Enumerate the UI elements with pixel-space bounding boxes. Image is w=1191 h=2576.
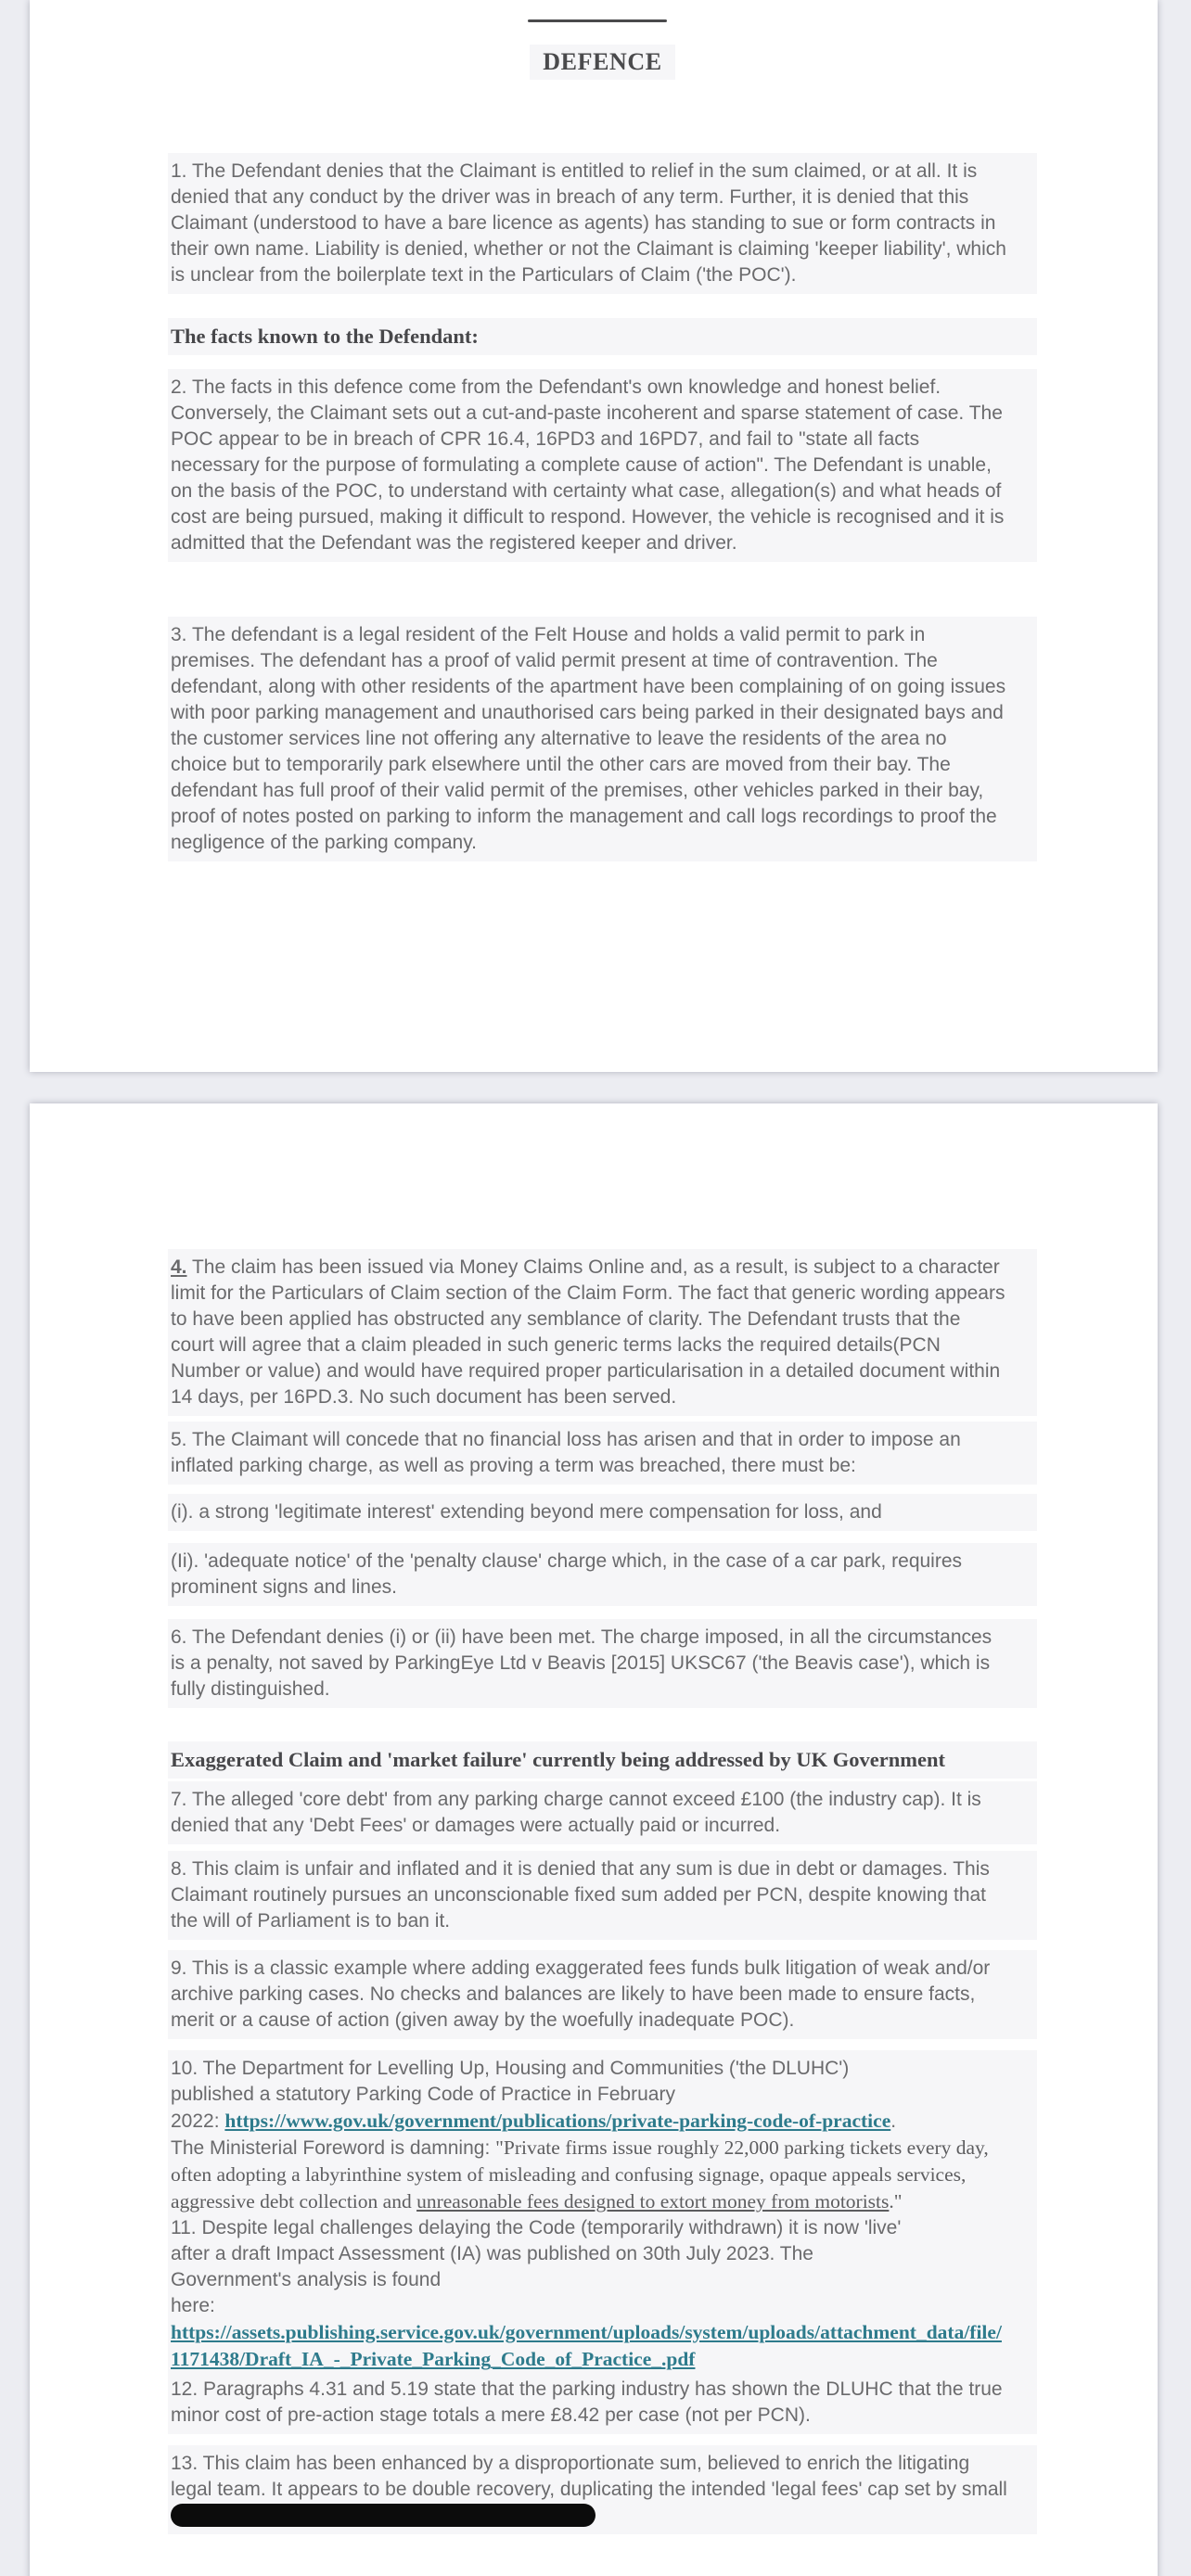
defence-paragraph-5: 5. The Claimant will concede that no financial loss has arisen and that in order to impose an inflated parking charge, as well as proving a term was breached, there must be: xyxy=(168,1422,1037,1485)
redaction-bar xyxy=(171,2504,596,2527)
exaggerated-claim-heading: Exaggerated Claim and 'market failure' currently being addressed by UK Government xyxy=(168,1741,1037,1779)
document-page-1 xyxy=(30,0,1158,1072)
defence-paragraph-13 xyxy=(168,2445,1037,2534)
defence-item-i: (i). a strong 'legitimate interest' extending beyond mere compensation for loss, and xyxy=(168,1494,1037,1531)
defence-paragraph-11 xyxy=(168,2215,1037,2378)
impact-assessment-pdf-link[interactable]: https://assets.publishing.service.gov.uk/government/uploads/system/uploads/attachment_data/file/1171438/Draft_IA_-_Private_Parking_Code_of_Practice_.pdf xyxy=(171,2321,1002,2370)
gov-uk-parking-code-link[interactable]: https://www.gov.uk/government/publications/private-parking-code-of-practice xyxy=(224,2110,891,2132)
document-page-2 xyxy=(30,1103,1158,2576)
defence-paragraph-8: 8. This claim is unfair and inflated and it is denied that any sum is due in debt or damages. This Claimant routinely pursues an unconscionable fixed sum added per PCN, despite knowing that the will of Parliament is to ban it. xyxy=(168,1851,1037,1940)
paragraph-10-line2: published a statutory Parking Code of Practice in February xyxy=(171,2084,675,2105)
page-title-text: DEFENCE xyxy=(530,45,674,80)
paragraph-10-link-suffix: . xyxy=(890,2111,897,2132)
defence-paragraph-7: 7. The alleged 'core debt' from any parking charge cannot exceed £100 (the industry cap). It is denied that any 'Debt Fees' or damages were actually paid or incurred. xyxy=(168,1781,1037,1844)
paragraph-10-line1: 10. The Department for Levelling Up, Housing and Communities ('the DLUHC') xyxy=(171,2058,850,2079)
defence-paragraph-1: 1. The Defendant denies that the Claimant is entitled to relief in the sum claimed, or at all. It is denied that any conduct by the driver was in breach of any term. Further, it is denied that this Claimant (understood to have a bare licence as agents) has standing to sue or form contracts in their own name. Liability is denied, whether or not the Claimant is claiming 'keeper liability', which is unclear from the boilerplate text in the Particulars of Claim ('the POC'). xyxy=(168,153,1037,294)
defence-item-ii: (Ii). 'adequate notice' of the 'penalty clause' charge which, in the case of a car park, requires prominent signs and lines. xyxy=(168,1543,1037,1606)
defence-paragraph-6: 6. The Defendant denies (i) or (ii) have been met. The charge imposed, in all the circumstances is a penalty, not saved by ParkingEye Ltd v Beavis [2015] UKSC67 ('the Beavis case'), which is fully distinguished. xyxy=(168,1619,1037,1708)
ministerial-foreword-quote-end: ." xyxy=(889,2190,903,2213)
facts-heading: The facts known to the Defendant: xyxy=(168,318,1037,355)
paragraph-4-text: The claim has been issued via Money Claims Online and, as a result, is subject to a character limit for the Particulars of Claim section of the Claim Form. The fact that generic wording appears to have been applied has obstructed any semblance of clarity. The Defendant trusts that the court will agree that a claim pleaded in such generic terms lacks the required details(PCN Number or value) and would have required proper particularisation in a detailed document within 14 days, per 16PD.3. No such document has been served. xyxy=(171,1256,1005,1408)
page-title xyxy=(168,45,1037,80)
defence-paragraph-2: 2. The facts in this defence come from the Defendant's own knowledge and honest belief. Conversely, the Claimant sets out a cut-and-paste incoherent and sparse statement of case. The POC appear to be in breach of CPR 16.4, 16PD3 and 16PD7, and fail to "state all facts necessary for the purpose of formulating a complete cause of action". The Defendant is unable, on the basis of the POC, to understand with certainty what case, allegation(s) and what heads of cost are being pursued, making it difficult to respond. However, the vehicle is recognised and it is admitted that the Defendant was the registered keeper and driver. xyxy=(168,369,1037,562)
defence-paragraph-10 xyxy=(168,2050,1037,2221)
signature-line xyxy=(528,19,667,22)
paragraph-4-number: 4. xyxy=(171,1256,187,1278)
ministerial-foreword-quote-underlined: unreasonable fees designed to extort money from motorists xyxy=(416,2190,890,2213)
ministerial-foreword-quote: "Private firms issue roughly 22,000 parking tickets every day, often adopting a labyrinthine system of misleading and confusing signage, opaque appeals services, aggressive debt collection and xyxy=(171,2136,989,2213)
defence-paragraph-4 xyxy=(168,1249,1037,1416)
paragraph-11-line3: Government's analysis is found xyxy=(171,2269,442,2290)
defence-paragraph-12: 12. Paragraphs 4.31 and 5.19 state that the parking industry has shown the DLUHC that the true minor cost of pre-action stage totals a mere £8.42 per case (not per PCN). xyxy=(168,2371,1037,2434)
paragraph-11-line1: 11. Despite legal challenges delaying the Code (temporarily withdrawn) it is now 'live' xyxy=(171,2217,902,2238)
defence-paragraph-3: 3. The defendant is a legal resident of the Felt House and holds a valid permit to park in premises. The defendant has a proof of valid permit present at time of contravention. The defendant, along with other residents of the apartment have been complaining of on going issues with poor parking management and unauthorised cars being parked in their designated bays and the customer services line not offering any alternative to leave the residents of the area no choice but to temporarily park elsewhere until the other cars are moved from their bay. The defendant has full proof of their valid permit of the premises, other vehicles parked in their bay, proof of notes posted on parking to inform the management and call logs recordings to proof the negligence of the parking company. xyxy=(168,617,1037,861)
paragraph-10-link-prefix: 2022: xyxy=(171,2111,225,2132)
defence-paragraph-9: 9. This is a classic example where adding exaggerated fees funds bulk litigation of weak and/or archive parking cases. No checks and balances are likely to have been made to ensure facts, merit or a cause of action (given away by the woefully inadequate POC). xyxy=(168,1950,1037,2039)
paragraph-11-link-prefix: here: xyxy=(171,2295,215,2316)
paragraph-11-line2: after a draft Impact Assessment (IA) was published on 30th July 2023. The xyxy=(171,2243,813,2264)
paragraph-13-text: 13. This claim has been enhanced by a disproportionate sum, believed to enrich the litigating legal team. It appears to be double recovery, duplicating the intended 'legal fees' cap set by small xyxy=(171,2453,1007,2500)
ministerial-foreword-intro: The Ministerial Foreword is damning: xyxy=(171,2137,496,2159)
